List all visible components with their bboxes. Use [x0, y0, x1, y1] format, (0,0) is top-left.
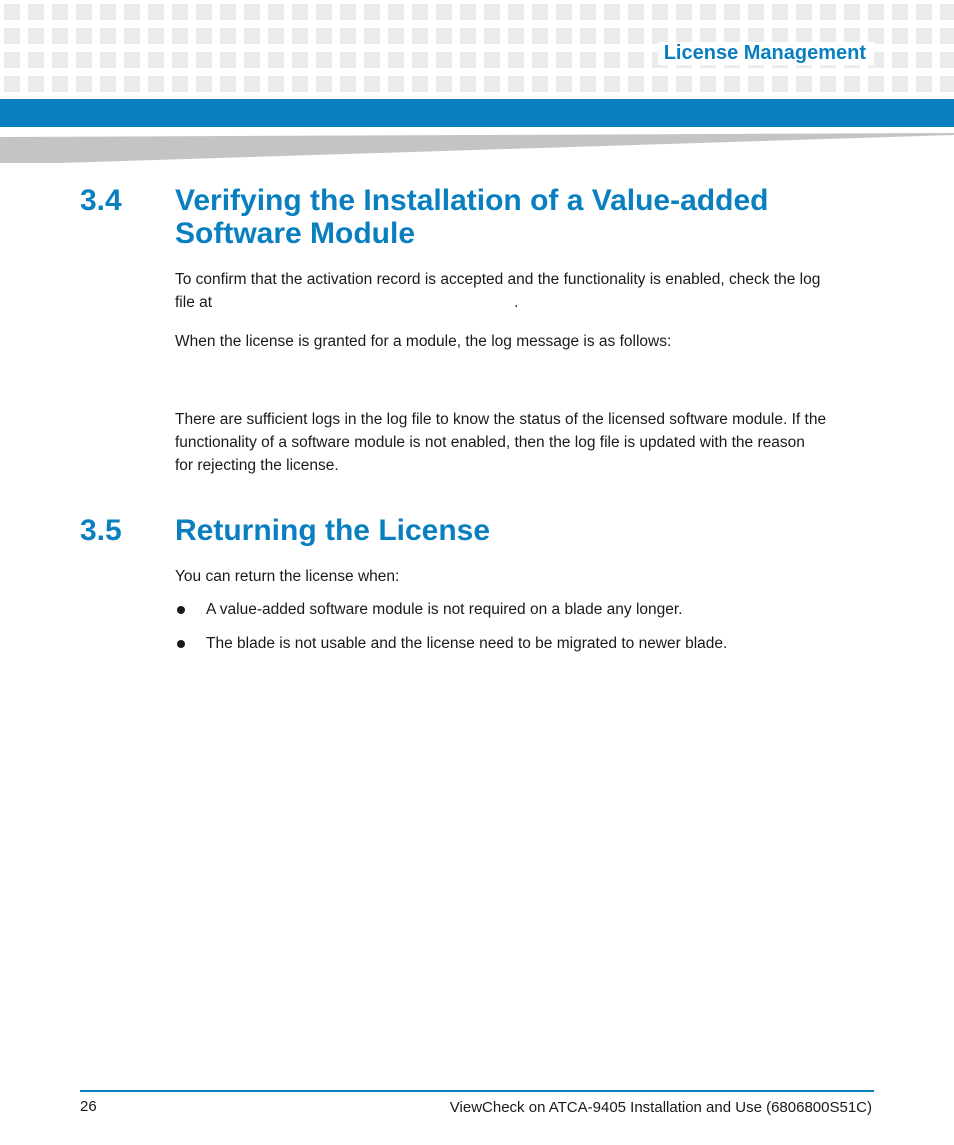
header-square	[148, 52, 164, 68]
header-square	[124, 4, 140, 20]
header-square	[292, 4, 308, 20]
header-square	[4, 76, 20, 92]
header-square	[316, 52, 332, 68]
header-square	[220, 76, 236, 92]
list-item-text: The blade is not usable and the license need to be migrated to newer blade.	[206, 635, 728, 652]
header-square	[340, 28, 356, 44]
paragraph-period: .	[514, 294, 519, 311]
header-square	[196, 28, 212, 44]
header-square	[316, 76, 332, 92]
header-square	[556, 28, 572, 44]
header-square	[892, 52, 908, 68]
header-square	[532, 52, 548, 68]
header-square	[892, 4, 908, 20]
header-square	[844, 4, 860, 20]
header-square	[916, 52, 932, 68]
header-square	[940, 52, 954, 68]
header-square	[676, 76, 692, 92]
header-square	[388, 4, 404, 20]
header-square	[100, 52, 116, 68]
paragraph-line: To confirm that the activation record is accepted and the functionality is enabled, check the log	[175, 271, 821, 288]
footer-rule	[80, 1090, 874, 1092]
header-square	[820, 76, 836, 92]
header-square	[124, 28, 140, 44]
header-square	[916, 4, 932, 20]
header-square	[460, 76, 476, 92]
header-square	[436, 52, 452, 68]
header-square	[100, 4, 116, 20]
header-square	[844, 76, 860, 92]
header-square	[124, 76, 140, 92]
header-square	[940, 4, 954, 20]
paragraph-log-message: When the license is granted for a module, the log message is as follows:	[175, 333, 672, 350]
header-square	[28, 76, 44, 92]
header-square	[580, 76, 596, 92]
footer-document-title: ViewCheck on ATCA-9405 Installation and Use (6806800S51C)	[449, 1099, 872, 1116]
header-square	[220, 52, 236, 68]
header-square	[892, 76, 908, 92]
header-square	[436, 28, 452, 44]
header-square	[52, 52, 68, 68]
paragraph-line: There are sufficient logs in the log file to know the status of the licensed software module. If the	[175, 411, 827, 428]
header-square	[76, 4, 92, 20]
header-square	[436, 76, 452, 92]
header-square	[292, 28, 308, 44]
header-square	[28, 52, 44, 68]
header-square	[772, 4, 788, 20]
header-square	[628, 52, 644, 68]
header-square	[508, 76, 524, 92]
bullet-icon	[177, 640, 185, 648]
header-square	[100, 76, 116, 92]
header-square	[244, 28, 260, 44]
header-square	[412, 4, 428, 20]
section-number-3-5: 3.5	[80, 514, 122, 547]
header-square	[796, 76, 812, 92]
paragraph-return-intro: You can return the license when:	[175, 568, 400, 585]
header-blue-band	[0, 99, 954, 127]
header-square	[196, 52, 212, 68]
paragraph-log-status	[175, 408, 875, 477]
header-square	[508, 28, 524, 44]
header-square	[604, 4, 620, 20]
header-square	[628, 76, 644, 92]
header-square	[268, 4, 284, 20]
header-square	[820, 4, 836, 20]
header-square	[364, 4, 380, 20]
header-square	[172, 28, 188, 44]
header-square	[484, 76, 500, 92]
header-square	[748, 4, 764, 20]
header-square	[580, 52, 596, 68]
header-square	[100, 28, 116, 44]
list-item-text: A value-added software module is not required on a blade any longer.	[206, 601, 683, 618]
header-square	[940, 28, 954, 44]
header-square	[52, 4, 68, 20]
header-square	[340, 76, 356, 92]
header-square	[628, 4, 644, 20]
header-square	[532, 76, 548, 92]
bullet-icon	[177, 606, 185, 614]
paragraph-log-check	[175, 268, 875, 314]
header-square	[52, 28, 68, 44]
header-square	[220, 4, 236, 20]
paragraph-line: functionality of a software module is not enabled, then the log file is updated with the reason	[175, 434, 805, 451]
header-square	[508, 52, 524, 68]
paragraph-line	[175, 291, 875, 314]
header-square	[172, 76, 188, 92]
paragraph-text: file at	[175, 294, 213, 311]
header-square	[292, 76, 308, 92]
header-square	[652, 76, 668, 92]
header-square	[916, 28, 932, 44]
header-square	[628, 28, 644, 44]
header-square	[532, 28, 548, 44]
header-square	[700, 76, 716, 92]
header-square	[724, 76, 740, 92]
header-square	[484, 4, 500, 20]
header-square	[460, 52, 476, 68]
header-square	[388, 52, 404, 68]
header-grey-wedge	[0, 131, 954, 163]
header-square	[76, 52, 92, 68]
header-square	[508, 4, 524, 20]
header-square	[244, 4, 260, 20]
header-square	[412, 52, 428, 68]
header-square	[76, 76, 92, 92]
section-title-3-4: Verifying the Installation of a Value-added Software Module	[175, 184, 769, 250]
header-square	[196, 76, 212, 92]
header-square	[124, 52, 140, 68]
header-square	[604, 52, 620, 68]
header-square	[148, 76, 164, 92]
footer-page-number: 26	[80, 1098, 97, 1115]
header-square	[580, 28, 596, 44]
header-square	[532, 4, 548, 20]
header-square	[892, 28, 908, 44]
header-square	[268, 52, 284, 68]
header-square	[556, 4, 572, 20]
header-square	[724, 4, 740, 20]
header-square	[556, 52, 572, 68]
header-square	[4, 28, 20, 44]
header-square	[748, 76, 764, 92]
header-square	[868, 76, 884, 92]
header-square	[28, 28, 44, 44]
header-square	[172, 52, 188, 68]
header-square	[388, 28, 404, 44]
header-square	[244, 52, 260, 68]
section-number-3-4: 3.4	[80, 184, 122, 217]
section-title-3-5: Returning the License	[175, 514, 491, 547]
header-square	[412, 28, 428, 44]
paragraph-line: for rejecting the license.	[175, 457, 339, 474]
header-square	[868, 4, 884, 20]
header-square	[556, 76, 572, 92]
header-square	[484, 52, 500, 68]
header-square	[148, 28, 164, 44]
header-square	[268, 28, 284, 44]
header-square	[436, 4, 452, 20]
header-square	[364, 76, 380, 92]
header-square	[460, 28, 476, 44]
header-square	[244, 76, 260, 92]
chapter-title: License Management	[658, 42, 874, 65]
header-square	[604, 76, 620, 92]
header-square	[364, 52, 380, 68]
header-square	[28, 4, 44, 20]
header-square	[52, 76, 68, 92]
header-square	[340, 52, 356, 68]
header-square	[580, 4, 596, 20]
header-square	[268, 76, 284, 92]
header-square	[220, 28, 236, 44]
header-square	[700, 4, 716, 20]
header-square	[412, 76, 428, 92]
header-square	[364, 28, 380, 44]
header-square	[652, 4, 668, 20]
header-square	[340, 4, 356, 20]
header-square	[292, 52, 308, 68]
header-square	[676, 4, 692, 20]
header-square	[196, 4, 212, 20]
header-square	[940, 76, 954, 92]
header-square	[76, 28, 92, 44]
header-square	[388, 76, 404, 92]
header-square	[484, 28, 500, 44]
header-square	[916, 76, 932, 92]
header-square	[460, 4, 476, 20]
header-square	[172, 4, 188, 20]
header-square	[4, 4, 20, 20]
header-square	[4, 52, 20, 68]
header-square	[316, 4, 332, 20]
header-square	[604, 28, 620, 44]
header-square	[796, 4, 812, 20]
header-square	[148, 4, 164, 20]
header-square	[772, 76, 788, 92]
header-square	[316, 28, 332, 44]
